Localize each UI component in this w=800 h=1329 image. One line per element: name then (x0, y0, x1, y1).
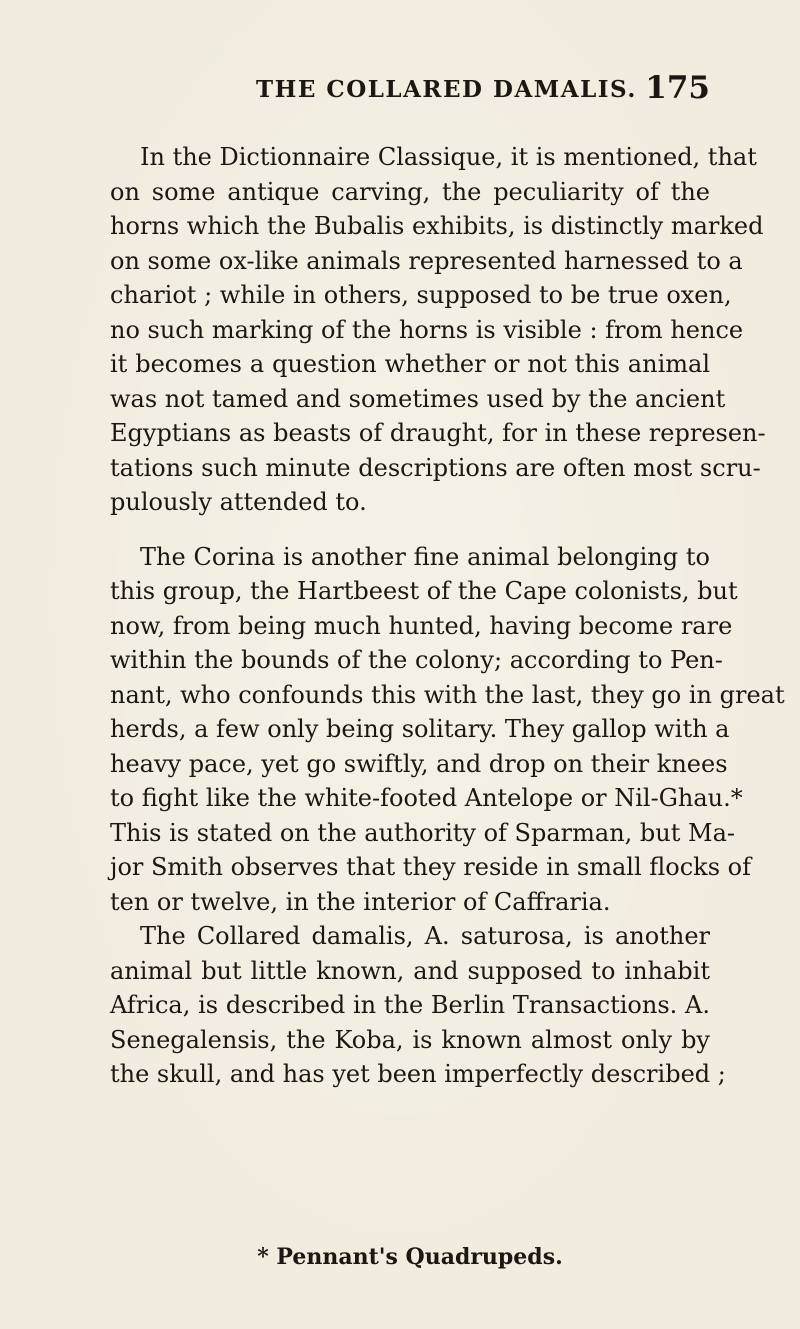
text-line: nant, who confounds this with the last, they go in great (110, 680, 785, 709)
text-line: Senegalensis, the Koba, is known almost only by (110, 1025, 710, 1054)
text-line: now, from being much hunted, having become rare (110, 611, 733, 640)
text-line: this group, the Hartbeest of the Cape colonists, but (110, 577, 738, 605)
text-line: This is stated on the authority of Sparman, but Ma- (110, 818, 735, 847)
text-line: Egyptians as beasts of draught, for in these represen- (110, 419, 766, 447)
text-line: it becomes a question whether or not this animal (110, 350, 710, 378)
text-line: jor Smith observes that they reside in small flocks of (110, 853, 751, 881)
text-line: chariot ; while in others, supposed to be true oxen, (110, 281, 732, 309)
page-number: 175 (645, 70, 710, 106)
text-line: tations such minute descriptions are often most scru- (110, 453, 761, 482)
text-line: no such marking of the horns is visible : from hence (110, 315, 744, 344)
text-line: herds, a few only being solitary. They gallop with a (110, 715, 730, 743)
text-line: within the bounds of the colony; according to Pen- (110, 646, 723, 674)
text-line: animal but little known, and supposed to inhabit (110, 956, 710, 985)
text-line: In the Dictionnaire Classique, it is mentioned, that (140, 143, 757, 171)
paragraph-corina (110, 540, 785, 920)
text-line: The Corina is another fine animal belonging to (140, 542, 710, 571)
text-line: Africa, is described in the Berlin Transactions. A. (110, 991, 710, 1019)
running-title: THE COLLARED DAMALIS. (256, 76, 637, 103)
paragraph-dictionnaire (110, 140, 766, 520)
running-head (110, 70, 710, 116)
text-line: ten or twelve, in the interior of Caffraria. (110, 887, 611, 916)
text-line: heavy pace, yet go swiftly, and drop on their knees (110, 749, 728, 778)
text-line: horns which the Bubalis exhibits, is distinctly marked (110, 212, 764, 240)
body-text (110, 140, 785, 1092)
text-line: the skull, and has yet been imperfectly described ; (110, 1060, 726, 1088)
text-line: The Collared damalis, A. saturosa, is another (140, 922, 710, 950)
text-line: on some antique carving, the peculiarity of the (110, 177, 710, 206)
paragraph-collared-damalis (110, 919, 726, 1092)
footnote: * Pennant's Quadrupeds. (257, 1244, 563, 1270)
text-line: on some ox-like animals represented harnessed to a (110, 246, 743, 275)
text-line: pulously attended to. (110, 488, 367, 516)
text-line: to fight like the white-footed Antelope or Nil-Ghau.* (110, 784, 743, 812)
text-line: was not tamed and sometimes used by the ancient (110, 384, 726, 413)
